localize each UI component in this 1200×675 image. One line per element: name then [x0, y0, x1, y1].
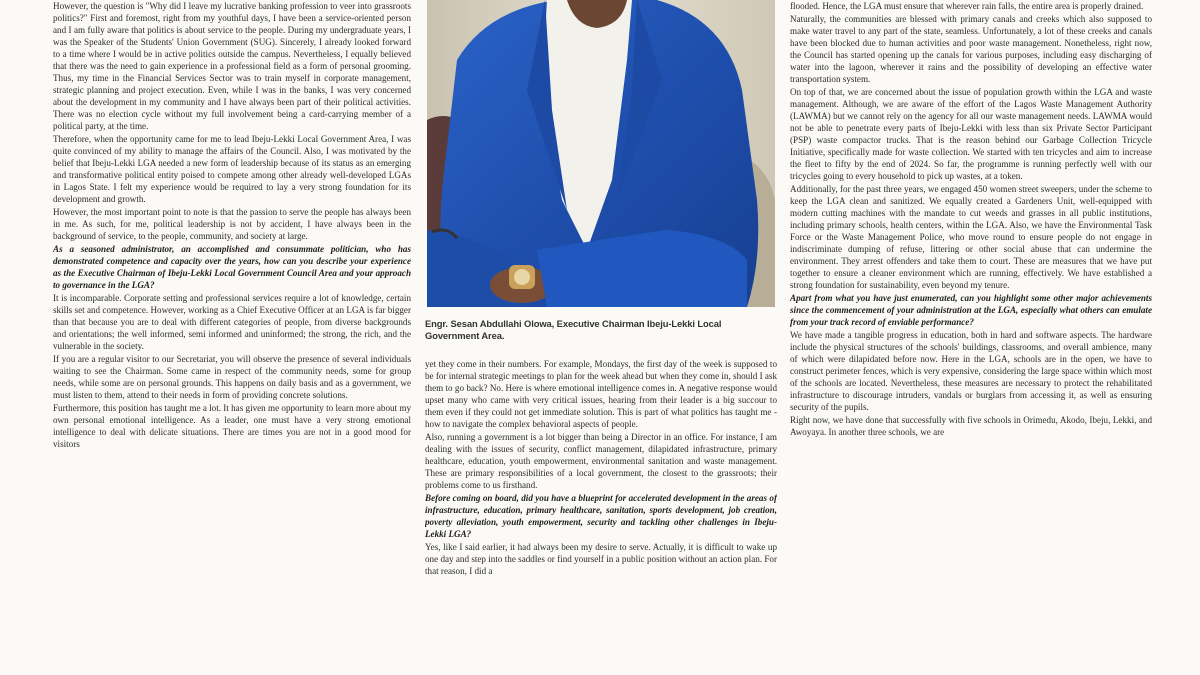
- paragraph: If you are a regular visitor to our Secretariat, you will observe the presence of several individuals waiting to see the Chairman. Some came in respect of the community needs, some for group needs, while some are on personal grounds. This happens on daily basis and as a government, we must listen to them, attend to their needs in form of providing concrete solutions.: [53, 354, 411, 400]
- paragraph: Naturally, the communities are blessed with primary canals and creeks which also supposed to make water travel to any part of the state, seamless. Unfortunately, a lot of these creeks and canals have been blocked due to human activities and poor waste management. Nonetheless, right now, the Council has started opening up the canals for various purposes, including easy discharging of water into the lagoon, wherever it rains and the possibility of developing an effective water transportation system.: [790, 14, 1152, 84]
- paragraph: However, the question is "Why did I leave my lucrative banking profession to veer into grassroots politics?" First and foremost, right from my youthful days, I have been a service-oriented person and I am fully aware that politics is about service to the people. During my undergraduate years, I was the Speaker of the Students' Union Government (SUG). Sincerely, I already looked forward to a time where I would be in active politics outside the campus. Nevertheless, I equally believed that there was the need to gain experience in a professional field as a form of personal grooming. Thus, my time in the Financial Services Sector was to train myself in corporate management, strategic planning and project execution. Even, while I was in the banks, I was very concerned about the development in my community and I have always been part of their political activities. There was no election cycle without my full involvement being a card-carrying member of a political party, at the time.: [53, 1, 411, 131]
- paragraph: It is incomparable. Corporate setting and professional services require a lot of knowledge, certain skills set and competence. However, working as a Chief Executive Officer at an LGA is far bigger than that because you are to deal with different categories of people, from diverse backgrounds and orientations; the well informed, semi informed and uninformed; the strong, the rich, and the vulnerable in the society.: [53, 293, 411, 351]
- photo-caption: Engr. Sesan Abdullahi Olowa, Executive Chairman Ibeju-Lekki Local Government Area.: [425, 318, 722, 341]
- interview-question: Before coming on board, did you have a blueprint for accelerated development in the areas of infrastructure, education, primary healthcare, sanitation, sports development, job creation, poverty alleviation, youth empowerment, security and tackling other challenges in Ibeju-Lekki LGA?: [425, 493, 777, 539]
- paragraph: flooded. Hence, the LGA must ensure that wherever rain falls, the entire area is properly drained.: [790, 1, 1144, 11]
- article-column-2: [425, 358, 777, 675]
- paragraph: Furthermore, this position has taught me a lot. It has given me opportunity to learn more about my own personal emotional intelligence. As a leader, one must have a very strong emotional intelligence to deal with delicate situations. There are times you are not in a good mood for visitors: [53, 403, 411, 449]
- paragraph: Also, running a government is a lot bigger than being a Director in an office. For instance, I am dealing with the issues of security, conflict management, dilapidated infrastructure, primary healthcare, education, youth empowerment, environmental sanitation and waste management. These are primary responsibilities of a local government, the closest to the grassroots; their problems come to us firsthand.: [425, 432, 777, 490]
- paragraph: yet they come in their numbers. For example, Mondays, the first day of the week is supposed to be for internal strategic meetings to plan for the week ahead but when they come in, should I ask them to go back? No. Here is where emotional intelligence comes in. A negative response would upset many who came with very critical issues, hearing from their leader is a big succour to them even if they could not get immediate solution. This is part of what politics has taught me - how to navigate the complex behavioral aspects of people.: [425, 359, 777, 429]
- paragraph: Additionally, for the past three years, we engaged 450 women street sweepers, under the scheme to keep the LGA clean and sanitized. We equally created a Gardeners Unit, well-equipped with modern cutting machines with the mandate to cut weeds and grasses in all public institutions, including primary schools, health centers, within the LGA. Also, we have the Environmental Task Force or the Waste Management Police, who move round to ensure people do not engage in indiscriminate dumping of refuse, littering or other social abuse that can undermine the environment. They arrest offenders and take them to court. These are measures that we have put together to ensure a cleaner environment which are running, effectively. We have established a strong foundation for sustainability, even beyond my tenure.: [790, 184, 1152, 290]
- paragraph: However, the most important point to note is that the passion to serve the people has always been in me. As such, for me, political leadership is not by accident, I have always been in the background of service, to the people, community, and society at large.: [53, 207, 411, 241]
- paragraph: On top of that, we are concerned about the issue of population growth within the LGA and waste management. Although, we are aware of the effort of the Lagos Waste Management Authority (LAWMA) but we cannot rely on the agency for all our waste management needs. LAWMA would not be able to penetrate every parts of Ibeju-Lekki with less than six Private Sector Participant (PSP) waste compactor trucks. That is the reason behind our Garbage Collection Tricycle Initiative, specifically made for waste collection. We started with ten tricycles and aim to increase the fleet to fifty by the end of 2024. So far, the programme is running perfectly well with our tricycles going to every household to pick up wastes, at a token.: [790, 87, 1152, 181]
- paragraph: Yes, like I said earlier, it had always been my desire to serve. Actually, it is difficult to wake up one day and step into the saddles or find yourself in a public position without an action plan. For that reason, I did a: [425, 542, 777, 576]
- interview-question: Apart from what you have just enumerated, can you highlight some other major achievements since the commencement of your administration at the LGA, especially what others can emulate from your track record of enviable performance?: [790, 293, 1152, 327]
- article-column-3: [790, 0, 1152, 675]
- article-column-1: [53, 0, 411, 675]
- interview-question: As a seasoned administrator, an accomplished and consummate politician, who has demonstrated competence and capacity over the years, how can you describe your experience as the Executive Chairman of Ibeju-Lekki Local Government Council Area and your approach to governance in the LGA?: [53, 244, 411, 290]
- portrait-photo: [427, 0, 775, 307]
- paragraph: We have made a tangible progress in education, both in hard and software aspects. The hardware include the physical structures of the schools' buildings, classrooms, and overall ambience, many of which were dilapidated before now. Here in the LGA, schools are in the open, we have to construct perimeter fences, which is very expensive, considering the large space within which most of the schools are located. Nevertheless, these measures are necessary to protect the rehabilitated infrastructure to discourage intruders, vandals or burglars from accessing it, as well as ensuring security of the pupils.: [790, 330, 1152, 412]
- paragraph: Right now, we have done that successfully with five schools in Orimedu, Akodo, Ibeju, Lekki, and Awoyaya. In another three schools, we are: [790, 415, 1152, 437]
- paragraph: Therefore, when the opportunity came for me to lead Ibeju-Lekki Local Government Area, I was quite convinced of my ability to manage the affairs of the Council. Also, I was motivated by the belief that Ibeju-Lekki LGA needed a new form of leadership because of its status as an emerging and transformative political entity poised to compete among other already well-developed LGAs in Lagos State. I felt my experience would be required to lay a very strong foundation for its development and growth.: [53, 134, 411, 204]
